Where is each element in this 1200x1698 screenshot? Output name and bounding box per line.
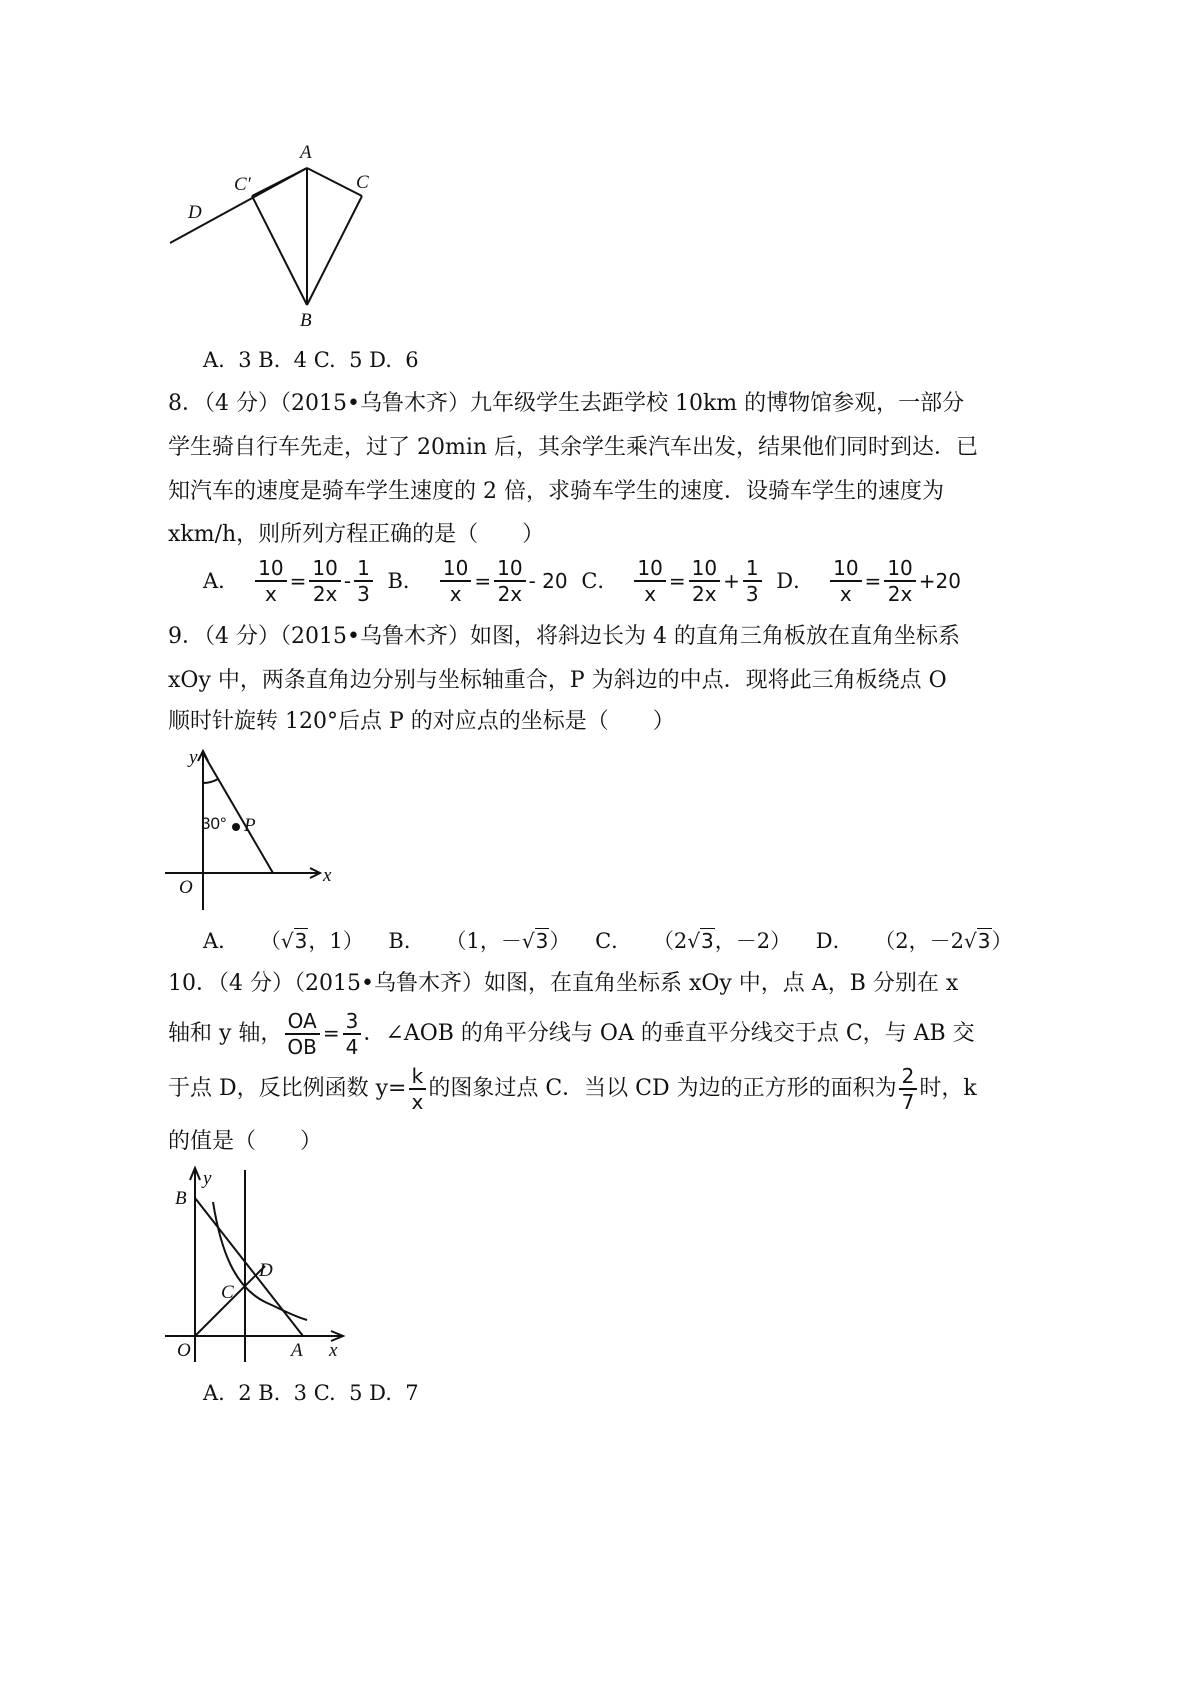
denominator: 4	[345, 1035, 359, 1059]
label-B: B	[175, 1188, 187, 1209]
label-angle: 30°	[201, 814, 227, 833]
q9-option-d	[816, 929, 1013, 953]
radicand: 3	[700, 929, 714, 953]
numerator: 10	[440, 556, 471, 582]
equals-sign: =	[289, 569, 307, 593]
q9-options	[203, 926, 1013, 956]
denominator: 3	[745, 582, 759, 606]
q9-line-2: xOy 中，两条直角边分别与坐标轴重合，P 为斜边的中点．现将此三角板绕点 O	[168, 668, 947, 693]
equals-sign: =	[322, 1021, 340, 1045]
label-D: D	[188, 202, 202, 223]
q8-line-2: 学生骑自行车先走，过了 20min 后，其余学生乘汽车出发，结果他们同时到达．已	[168, 435, 979, 460]
radicand: 3	[294, 929, 308, 953]
coord-prefix: （2，－2	[874, 929, 965, 953]
fraction	[743, 556, 762, 606]
option-label: B．	[388, 929, 425, 953]
numerator: 2	[899, 1064, 918, 1090]
fraction	[440, 556, 471, 606]
label-B: B	[300, 310, 312, 331]
label-C-prime: C′	[234, 174, 251, 195]
numerator: 1	[354, 556, 373, 582]
label-x: x	[329, 1340, 338, 1361]
denominator: 2x	[887, 582, 913, 606]
operator: -	[343, 569, 352, 593]
q8-option-d	[776, 556, 962, 606]
text-segment: 时，k	[919, 1076, 977, 1101]
numerator: 10	[255, 556, 286, 582]
q10-line-3	[168, 1064, 977, 1114]
fraction	[343, 1009, 362, 1059]
label-O: O	[179, 877, 193, 898]
equals-sign: =	[864, 569, 882, 593]
label-x: x	[323, 865, 332, 886]
fraction	[899, 1064, 918, 1114]
q10-options: A. 2 B. 3 C. 5 D. 7	[203, 1381, 419, 1405]
denominator: 7	[901, 1090, 915, 1114]
q8-line-3: 知汽车的速度是骑车学生速度的 2 倍，求骑车学生的速度．设骑车学生的速度为	[168, 479, 944, 504]
text-segment: 的图象过点 C．当以 CD 为边的正方形的面积为	[428, 1076, 897, 1101]
q8-option-b	[387, 556, 568, 606]
denominator: x	[264, 582, 277, 606]
label-y: y	[203, 1168, 212, 1189]
denominator: x	[411, 1090, 424, 1114]
figure-q10-graph	[165, 1162, 355, 1372]
fraction	[255, 556, 286, 606]
label-C: C	[356, 172, 369, 193]
coord-suffix: ）	[549, 929, 571, 953]
operator: - 20	[528, 569, 568, 593]
q8-option-a	[203, 556, 375, 606]
q10-line-4: 的值是（ ）	[168, 1129, 323, 1154]
denominator: OB	[287, 1035, 317, 1059]
numerator: 10	[830, 556, 861, 582]
numerator: k	[409, 1064, 427, 1090]
q8-options	[203, 556, 962, 606]
operator: +	[723, 569, 740, 593]
numerator: OA	[285, 1009, 320, 1035]
text-segment: 于点 D，反比例函数 y=	[168, 1076, 407, 1101]
sqrt: √3	[280, 929, 308, 953]
text-segment: 轴和 y 轴，	[168, 1021, 283, 1046]
equals-sign: =	[668, 569, 686, 593]
option-label: D．	[776, 569, 815, 593]
figure-q9-axes	[165, 745, 350, 915]
option-label: D．	[815, 929, 854, 953]
sqrt: √3	[964, 929, 991, 953]
q10-line-2	[168, 1008, 975, 1059]
label-O: O	[177, 1340, 191, 1361]
coord-suffix: ）	[991, 929, 1013, 953]
denominator: 2x	[692, 582, 717, 606]
q8-line-1: 8．（4 分）（2015•乌鲁木齐）九年级学生去距学校 10km 的博物馆参观，一部分	[168, 391, 965, 416]
sqrt: √3	[521, 929, 549, 953]
q9-line-1: 9．（4 分）（2015•乌鲁木齐）如图，将斜边长为 4 的直角三角板放在直角坐标系	[168, 624, 960, 649]
fraction	[309, 556, 340, 606]
numerator: 10	[634, 556, 665, 582]
label-y: y	[189, 747, 198, 768]
label-A: A	[291, 1340, 303, 1361]
option-label: A．	[203, 929, 240, 953]
figure-q7-geometry	[160, 140, 400, 340]
fraction	[354, 556, 373, 606]
point-P	[232, 823, 240, 831]
option-label: A．	[203, 569, 240, 593]
numerator: 1	[743, 556, 762, 582]
q10-line-1: 10．（4 分）（2015•乌鲁木齐）如图，在直角坐标系 xOy 中，点 A，B 分别在 x	[168, 971, 959, 996]
fraction	[689, 556, 720, 606]
fraction	[409, 1064, 427, 1114]
q9-option-b	[388, 929, 577, 953]
denominator: 2x	[312, 582, 338, 606]
q9-option-c	[595, 929, 798, 953]
numerator: 10	[494, 556, 525, 582]
fraction	[284, 1009, 319, 1059]
numerator: 10	[689, 556, 720, 582]
radicand: 3	[535, 929, 549, 953]
q9-line-3: 顺时针旋转 120°后点 P 的对应点的坐标是（ ）	[168, 709, 675, 734]
operator: +20	[918, 569, 961, 593]
numerator: 3	[343, 1009, 362, 1035]
coord-suffix: ，－2）	[714, 929, 792, 953]
option-label: C．	[595, 929, 633, 953]
q8-line-4: xkm/h，则所列方程正确的是（ ）	[168, 522, 545, 547]
equals-sign: =	[474, 569, 492, 593]
q8-option-c	[581, 556, 763, 606]
fraction	[830, 556, 861, 606]
denominator: x	[644, 582, 657, 606]
coord-prefix: （1，－	[445, 929, 522, 953]
denominator: x	[449, 582, 462, 606]
text-segment: ．∠AOB 的角平分线与 OA 的垂直平分线交于点 C，与 AB 交	[363, 1021, 975, 1046]
numerator: 10	[309, 556, 340, 582]
label-P: P	[244, 815, 256, 836]
coord-suffix: ，1）	[308, 929, 364, 953]
fraction	[634, 556, 665, 606]
denominator: 2x	[497, 582, 523, 606]
radicand: 3	[977, 929, 991, 953]
option-label: B．	[387, 569, 424, 593]
denominator: 3	[357, 582, 370, 606]
fraction	[884, 556, 915, 606]
coord-prefix: （	[259, 929, 281, 953]
q9-option-a	[203, 929, 370, 953]
coord-prefix: （2	[652, 929, 688, 953]
option-label: C．	[581, 569, 619, 593]
q7-options: A. 3 B. 4 C. 5 D. 6	[203, 348, 419, 372]
label-A: A	[300, 142, 312, 163]
fraction	[494, 556, 525, 606]
label-D: D	[259, 1260, 273, 1281]
denominator: x	[839, 582, 852, 606]
numerator: 10	[884, 556, 915, 582]
sqrt: √3	[687, 929, 714, 953]
label-C: C	[221, 1282, 234, 1303]
